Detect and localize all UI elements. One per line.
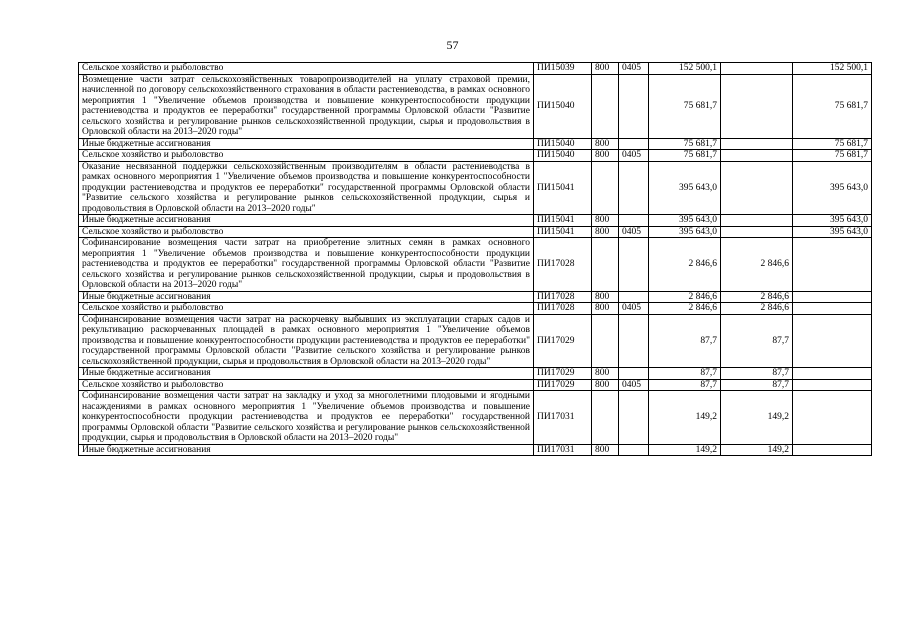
row-target-code: ПИ17031 [534, 391, 592, 445]
row-expense-type: 800 [592, 226, 619, 238]
table-row [79, 303, 872, 315]
row-amount-total: 2 846,6 [649, 238, 721, 292]
row-name: Иные бюджетные ассигнования [79, 291, 534, 303]
row-amount-federal: 149,2 [721, 444, 793, 456]
row-amount-total: 75 681,7 [649, 138, 721, 150]
row-expense-type: 800 [592, 150, 619, 162]
row-amount-regional: 152 500,1 [793, 63, 872, 75]
row-amount-total: 75 681,7 [649, 150, 721, 162]
row-amount-regional [793, 391, 872, 445]
row-amount-regional: 395 643,0 [793, 215, 872, 227]
table-row [79, 238, 872, 292]
row-amount-federal: 149,2 [721, 391, 793, 445]
row-name: Софинансирование возмещения части затрат на закладку и уход за многолетними плодовыми и ягодными насаждениями в рамках основного мероприятия 1 "Увеличение объемов производства и повышение конкурентоспособности продукции растениеводства и продуктов ее переработки" государственной программы Орловской области "Развитие сельского хозяйства и регулирование рынков сельскохозяйственной продукции, сырья и продовольствия в Орловской области на 2013–2020 годы" [79, 391, 534, 445]
row-amount-federal: 2 846,6 [721, 303, 793, 315]
row-target-code: ПИ15041 [534, 226, 592, 238]
row-target-code: ПИ17029 [534, 379, 592, 391]
row-expense-type [592, 74, 619, 138]
row-section-code [619, 368, 649, 380]
row-amount-total: 75 681,7 [649, 74, 721, 138]
row-amount-federal [721, 150, 793, 162]
row-name: Сельское хозяйство и рыболовство [79, 150, 534, 162]
row-section-code [619, 74, 649, 138]
row-amount-regional: 395 643,0 [793, 161, 872, 215]
row-amount-federal [721, 226, 793, 238]
row-name: Оказание несвязанной поддержки сельскохозяйственным производителям в области растениеводства в рамках основного мероприятия 1 "Увеличение объемов производства и повышение конкурентоспособности продукции растениеводства и продуктов ее переработки" государственной программы Орловской области "Развитие сельского хозяйства и регулирование рынков сельскохозяйственной продукции, сырья и продовольствия в Орловской области на 2013–2020 годы" [79, 161, 534, 215]
row-amount-total: 149,2 [649, 444, 721, 456]
table-row [79, 215, 872, 227]
row-amount-federal: 87,7 [721, 314, 793, 368]
row-name: Иные бюджетные ассигнования [79, 138, 534, 150]
row-name: Сельское хозяйство и рыболовство [79, 226, 534, 238]
row-target-code: ПИ17028 [534, 238, 592, 292]
row-expense-type: 800 [592, 303, 619, 315]
row-amount-regional [793, 379, 872, 391]
row-section-code [619, 215, 649, 227]
row-amount-federal: 2 846,6 [721, 238, 793, 292]
table-row [79, 161, 872, 215]
row-expense-type: 800 [592, 63, 619, 75]
row-amount-regional [793, 303, 872, 315]
row-amount-regional: 75 681,7 [793, 150, 872, 162]
row-amount-federal [721, 138, 793, 150]
row-section-code: 0405 [619, 63, 649, 75]
row-amount-regional: 75 681,7 [793, 74, 872, 138]
row-target-code: ПИ17028 [534, 291, 592, 303]
row-expense-type [592, 391, 619, 445]
page-number: 57 [446, 38, 459, 52]
row-section-code: 0405 [619, 379, 649, 391]
row-amount-regional: 75 681,7 [793, 138, 872, 150]
row-target-code: ПИ15039 [534, 63, 592, 75]
table-row [79, 138, 872, 150]
row-amount-regional: 395 643,0 [793, 226, 872, 238]
row-amount-federal: 87,7 [721, 368, 793, 380]
row-target-code: ПИ17029 [534, 314, 592, 368]
row-expense-type: 800 [592, 368, 619, 380]
row-name: Иные бюджетные ассигнования [79, 444, 534, 456]
row-amount-regional [793, 444, 872, 456]
row-target-code: ПИ17031 [534, 444, 592, 456]
table-row [79, 291, 872, 303]
row-section-code [619, 444, 649, 456]
row-section-code: 0405 [619, 226, 649, 238]
table-row [79, 368, 872, 380]
row-target-code: ПИ15041 [534, 161, 592, 215]
row-section-code: 0405 [619, 150, 649, 162]
table-row [79, 226, 872, 238]
table-row [79, 74, 872, 138]
row-amount-regional [793, 291, 872, 303]
row-amount-total: 87,7 [649, 379, 721, 391]
table-row [79, 444, 872, 456]
row-section-code [619, 291, 649, 303]
row-name: Софинансирование возмещения части затрат на раскорчевку выбывших из эксплуатации старых садов и рекультивацию раскорчеванных площадей в рамках основного мероприятия 1 "Увеличение объемов производства и повышение конкурентоспособности продукции растениеводства и продуктов ее переработки" государственной программы Орловской области "Развитие сельского хозяйства и регулирование рынков сельскохозяйственной продукции, сырья и продовольствия в Орловской области на 2013–2020 годы" [79, 314, 534, 368]
row-amount-federal: 2 846,6 [721, 291, 793, 303]
row-name: Софинансирование возмещения части затрат на приобретение элитных семян в рамках основного мероприятия 1 "Увеличение объемов производства и повышение конкурентоспособности продукции растениеводства и продуктов ее переработки" государственной программы Орловской области "Развитие сельского хозяйства и регулирование рынков сельскохозяйственной продукции, сырья и продовольствия в Орловской области на 2013–2020 годы" [79, 238, 534, 292]
row-expense-type: 800 [592, 379, 619, 391]
row-section-code [619, 314, 649, 368]
table-row [79, 314, 872, 368]
row-amount-total: 395 643,0 [649, 226, 721, 238]
budget-table [78, 62, 872, 456]
row-amount-total: 395 643,0 [649, 215, 721, 227]
row-section-code [619, 161, 649, 215]
row-amount-total: 87,7 [649, 314, 721, 368]
row-name: Иные бюджетные ассигнования [79, 368, 534, 380]
row-expense-type [592, 238, 619, 292]
row-section-code [619, 391, 649, 445]
row-amount-total: 395 643,0 [649, 161, 721, 215]
row-name: Иные бюджетные ассигнования [79, 215, 534, 227]
row-target-code: ПИ15040 [534, 150, 592, 162]
table-row [79, 379, 872, 391]
row-amount-federal: 87,7 [721, 379, 793, 391]
row-name: Сельское хозяйство и рыболовство [79, 303, 534, 315]
row-expense-type [592, 161, 619, 215]
row-expense-type: 800 [592, 215, 619, 227]
row-amount-total: 2 846,6 [649, 291, 721, 303]
row-amount-regional [793, 238, 872, 292]
row-target-code: ПИ15040 [534, 138, 592, 150]
row-amount-regional [793, 368, 872, 380]
row-expense-type: 800 [592, 444, 619, 456]
row-name: Сельское хозяйство и рыболовство [79, 63, 534, 75]
row-amount-federal [721, 215, 793, 227]
row-amount-federal [721, 74, 793, 138]
row-amount-total: 2 846,6 [649, 303, 721, 315]
row-amount-federal [721, 161, 793, 215]
table-row [79, 150, 872, 162]
row-amount-total: 152 500,1 [649, 63, 721, 75]
row-target-code: ПИ15040 [534, 74, 592, 138]
row-expense-type: 800 [592, 291, 619, 303]
table-row [79, 391, 872, 445]
row-section-code: 0405 [619, 303, 649, 315]
row-section-code [619, 238, 649, 292]
row-amount-total: 87,7 [649, 368, 721, 380]
row-target-code: ПИ17029 [534, 368, 592, 380]
row-target-code: ПИ17028 [534, 303, 592, 315]
row-amount-federal [721, 63, 793, 75]
row-expense-type [592, 314, 619, 368]
row-expense-type: 800 [592, 138, 619, 150]
row-amount-total: 149,2 [649, 391, 721, 445]
row-name: Возмещение части затрат сельскохозяйственных товаропроизводителей на уплату страховой премии, начисленной по договору сельскохозяйственного страхования в области растениеводства, в рамках основного мероприятия 1 "Увеличение объемов производства и повышение конкурентоспособности продукции растениеводства и продуктов ее переработки" государственной программы Орловской области "Развитие сельского хозяйства и регулирование рынков сельскохозяйственной продукции, сырья и продовольствия в Орловской области на 2013–2020 годы" [79, 74, 534, 138]
row-target-code: ПИ15041 [534, 215, 592, 227]
row-section-code [619, 138, 649, 150]
table-row [79, 63, 872, 75]
row-amount-regional [793, 314, 872, 368]
row-name: Сельское хозяйство и рыболовство [79, 379, 534, 391]
